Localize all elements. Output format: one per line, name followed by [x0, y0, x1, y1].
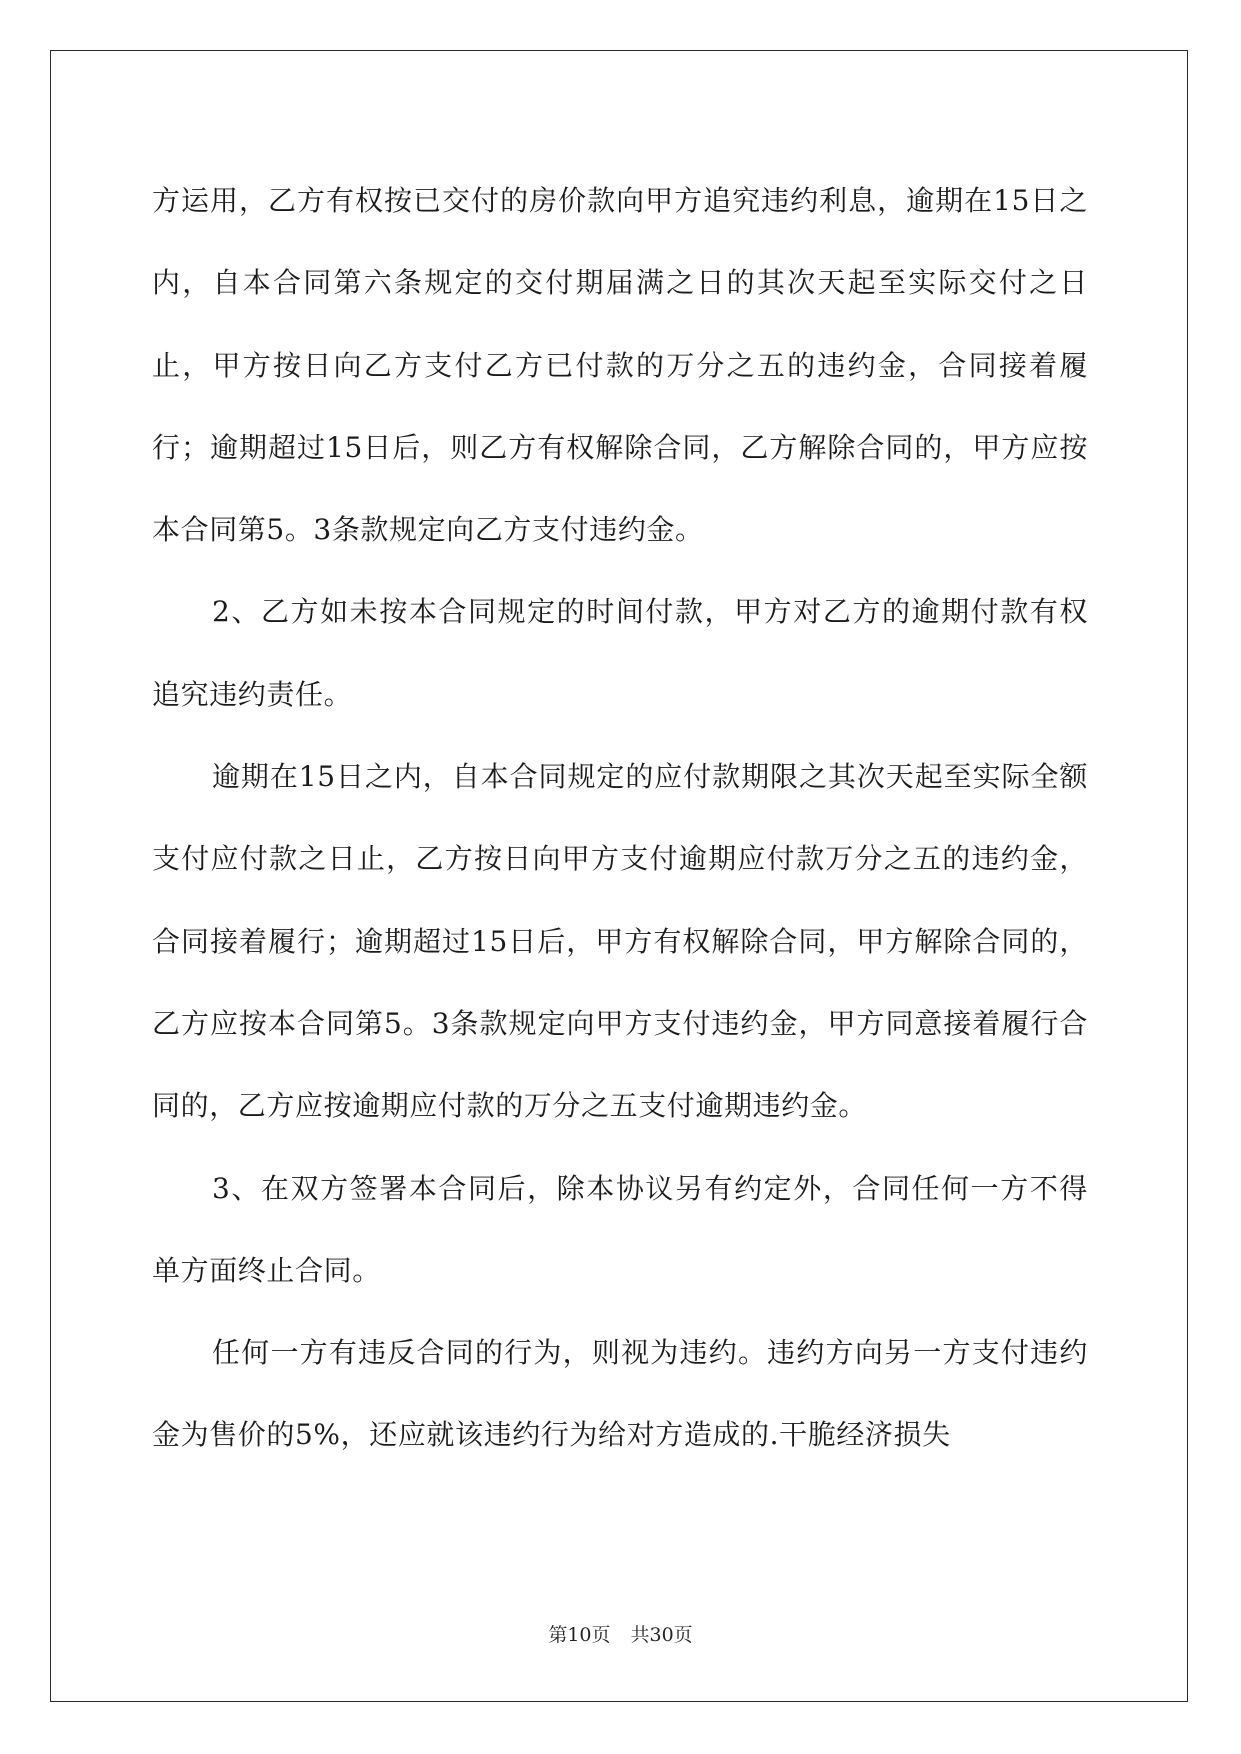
paragraph-continuation: 方运用，乙方有权按已交付的房价款向甲方追究违约利息，逾期在15日之内，自本合同第六条规定的交付期届满之日的其次天起至实际交付之日止，甲方按日向乙方支付乙方已付款的万分之五的违约金，合同接着履行；逾期超过15日后，则乙方有权解除合同，乙方解除合同的，甲方应按本合同第5。3条款规定向乙方支付违约金。: [152, 184, 1088, 547]
page-footer: [0, 1620, 1241, 1647]
page-total: 共30页: [630, 1624, 693, 1646]
paragraph-overdue-payment: 逾期在15日之内，自本合同规定的应付款期限之其次天起至实际全额支付应付款之日止，乙方按日向甲方支付逾期应付款万分之五的违约金，合同接着履行；逾期超过15日后，甲方有权解除合同，甲方解除合同的，乙方应按本合同第5。3条款规定向甲方支付违约金，甲方同意接着履行合同的，乙方应按逾期应付款的万分之五支付逾期违约金。: [152, 760, 1088, 1123]
document-body: [152, 160, 1088, 1477]
paragraph-clause-3: 3、在双方签署本合同后，除本协议另有约定外，合同任何一方不得单方面终止合同。: [152, 1171, 1088, 1287]
paragraph-clause-2: 2、乙方如未按本合同规定的时间付款，甲方对乙方的逾期付款有权追究违约责任。: [152, 595, 1088, 711]
paragraph-breach: 任何一方有违反合同的行为，则视为违约。违约方向另一方支付违约金为售价的5%，还应就该违约行为给对方造成的.干脆经济损失: [152, 1336, 1088, 1452]
page-number: 第10页: [548, 1624, 611, 1646]
